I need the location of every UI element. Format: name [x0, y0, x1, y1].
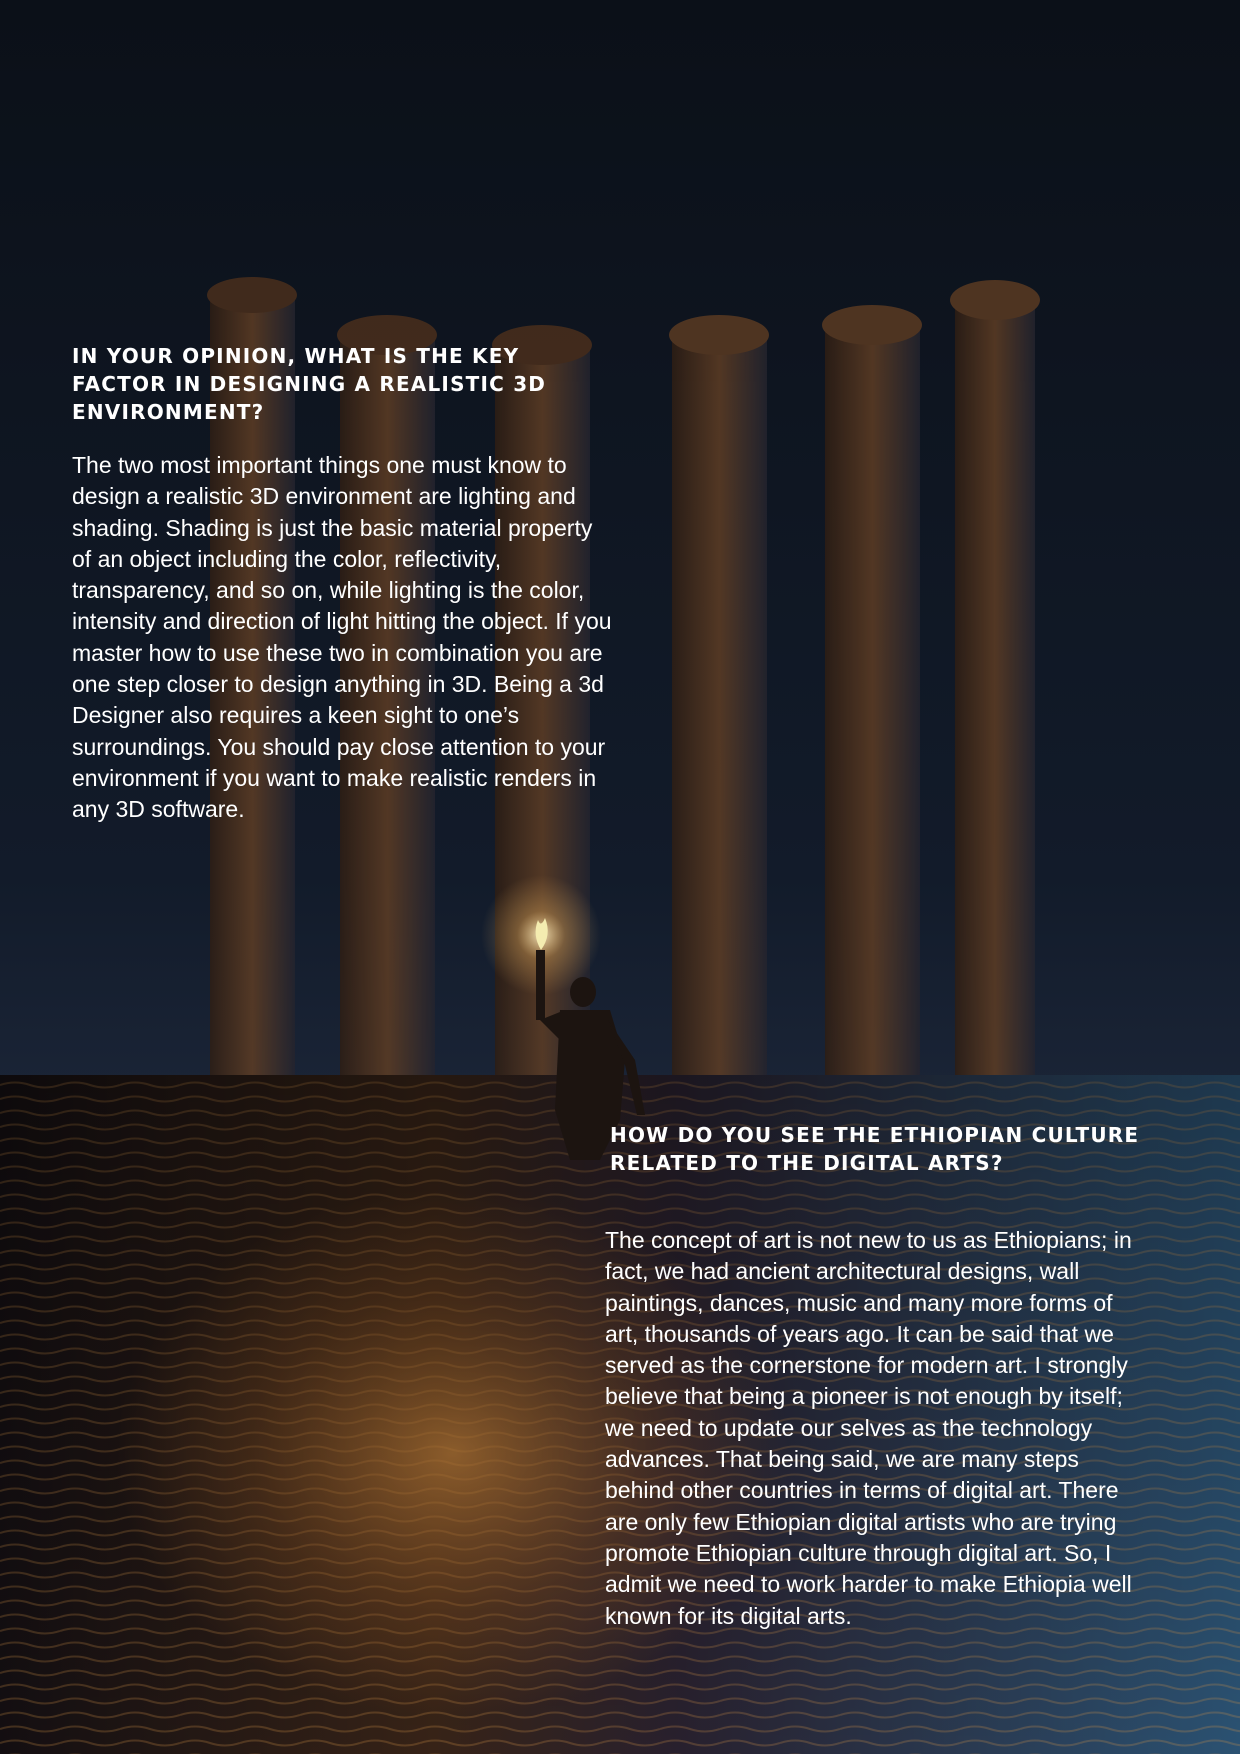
question-heading: HOW DO YOU SEE THE ETHIOPIAN CULTURE RELATED TO THE DIGITAL ARTS? [610, 1123, 1140, 1175]
question-heading: IN YOUR OPINION, WHAT IS THE KEY FACTOR IN DESIGNING A REALISTIC 3D ENVIRONMENT? [72, 344, 547, 424]
answer-paragraph: The concept of art is not new to us as Ethiopians; in fact, we had ancient architectural designs, wall paintings, dances, music and many more forms of art, thousands of years ago. It can be said that we served as the cornerstone for modern art. I strongly believe that being a pioneer is not enough by itself; we need to update our selves as the technology advances. That being said, we are many steps behind other countries in terms of digital art. There are only few Ethiopian digital artists who are trying promote Ethiopian culture through digital art. So, I admit we need to work harder to make Ethiopia well known for its digital arts. [605, 1227, 1132, 1629]
answer-paragraph: The two most important things one must know to design a realistic 3D environment are lighting and shading. Shading is just the basic material property of an object including the color, reflectivity, transparency, and so on, while lighting is the color, intensity and direction of light hitting the object. If you master how to use these two in combination you are one step closer to design anything in 3D. Being a 3d Designer also requires a keen sight to one’s surroundings. You should pay close attention to your environment if you want to make realistic renders in any 3D software. [72, 452, 612, 823]
